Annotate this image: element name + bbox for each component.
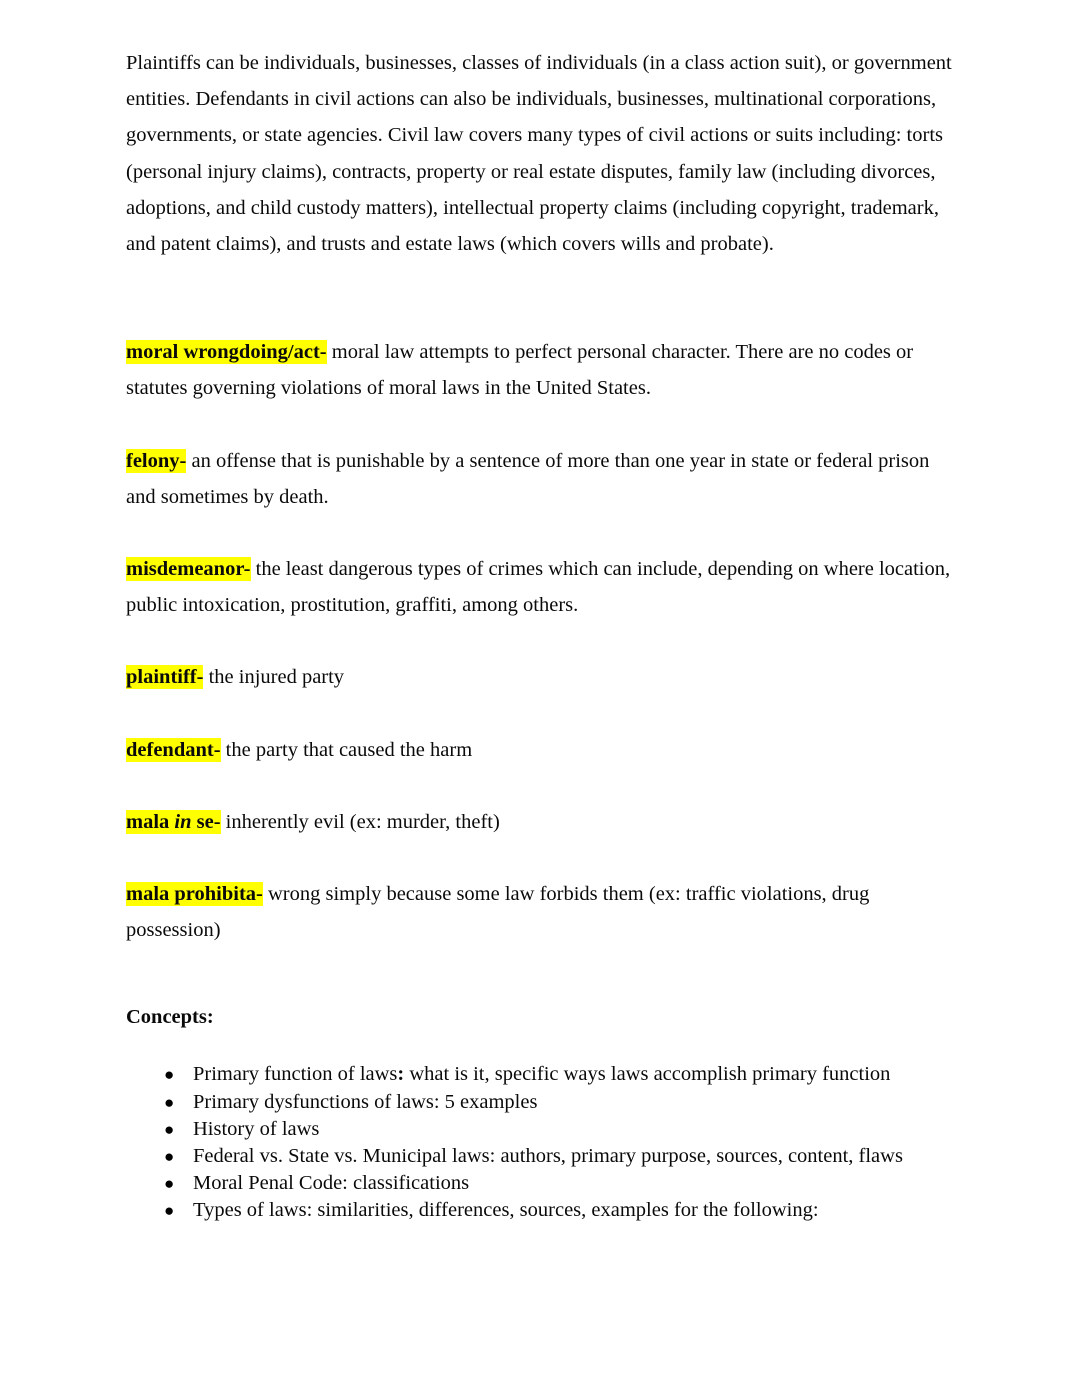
- list-item: [126, 1089, 958, 1116]
- list-item: [126, 1143, 958, 1170]
- definition-term: mala prohibita-: [126, 883, 263, 906]
- bullet-icon: ●: [164, 1201, 175, 1221]
- definition-term: moral wrongdoing/act-: [126, 341, 327, 364]
- intro-paragraph: Plaintiffs can be individuals, businesses, classes of individuals (in a class action suit), or government entities. Defendants in civil actions can also be individuals, businesses, multinational corporations, governments, or state agencies. Civil law covers many types of civil actions or suits including: torts (personal injury claims), contracts, property or real estate disputes, family law (including divorces, adoptions, and child custody matters), intellectual property claims (including copyright, trademark, and patent claims), and trusts and estate laws (which covers wills and probate).: [126, 52, 952, 256]
- entry-spacer: [126, 623, 958, 659]
- definition-text: moral law attempts to perfect personal character. There are no codes or statutes governing violations of moral laws in the United States.: [126, 341, 914, 400]
- list-item-bold-colon: :: [397, 1063, 405, 1086]
- list-item-label: History of laws: [193, 1117, 320, 1140]
- definition-term: [126, 810, 221, 834]
- list-item: [126, 1061, 958, 1088]
- section-spacer: [126, 948, 958, 1002]
- definition-entry-plaintiff: [126, 659, 958, 695]
- list-item: [126, 1197, 958, 1224]
- definition-text: wrong simply because some law forbids them (ex: traffic violations, drug possession): [126, 883, 870, 942]
- definition-term: misdemeanor-: [126, 558, 251, 581]
- definition-entry-felony: [126, 443, 958, 515]
- list-item-lead: Primary function of laws: [193, 1063, 398, 1086]
- entry-spacer: [126, 407, 958, 443]
- term-part-italic: in: [174, 810, 192, 833]
- bullet-icon: ●: [164, 1092, 175, 1112]
- concepts-list: [126, 1061, 958, 1224]
- definition-text: inherently evil (ex: murder, theft): [220, 810, 500, 833]
- term-part-suffix: se-: [191, 810, 221, 833]
- list-item-label: Primary dysfunctions of laws: 5 examples: [193, 1090, 538, 1113]
- term-part-prefix: mala: [126, 810, 175, 833]
- bullet-icon: ●: [164, 1065, 175, 1085]
- definition-term: felony-: [126, 449, 187, 472]
- list-item: [126, 1170, 958, 1197]
- list-item-rest: what is it, specific ways laws accomplish primary function: [404, 1063, 891, 1086]
- concepts-heading: Concepts:: [126, 1006, 214, 1029]
- definition-text: the injured party: [203, 666, 345, 689]
- definition-entry-mala-in-se: [126, 804, 958, 840]
- definition-text: the party that caused the harm: [220, 738, 473, 761]
- bullet-icon: ●: [164, 1147, 175, 1167]
- document-content: [126, 45, 958, 1225]
- list-item-label: Federal vs. State vs. Municipal laws: authors, primary purpose, sources, content, flaws: [193, 1145, 903, 1168]
- definition-entry-misdemeanor: [126, 551, 958, 623]
- definition-term: plaintiff-: [126, 666, 204, 689]
- definition-text: an offense that is punishable by a sentence of more than one year in state or federal prison and sometimes by death.: [126, 449, 930, 508]
- entry-spacer: [126, 840, 958, 876]
- definition-term: defendant-: [126, 738, 221, 761]
- list-item-label: Moral Penal Code: classifications: [193, 1172, 470, 1195]
- paragraph-spacer: [126, 262, 958, 334]
- list-item: [126, 1116, 958, 1143]
- bullet-icon: ●: [164, 1174, 175, 1194]
- entry-spacer: [126, 696, 958, 732]
- entry-spacer: [126, 515, 958, 551]
- definition-text: the least dangerous types of crimes which can include, depending on where location, public intoxication, prostitution, graffiti, among others.: [126, 558, 951, 617]
- definition-entry-moral-wrongdoing: [126, 334, 958, 406]
- list-item-label: Types of laws: similarities, differences, sources, examples for the following:: [193, 1199, 819, 1222]
- entry-spacer: [126, 768, 958, 804]
- definition-entry-mala-prohibita: [126, 876, 958, 948]
- bullet-icon: ●: [164, 1119, 175, 1139]
- definition-entry-defendant: [126, 732, 958, 768]
- heading-spacer: [126, 1032, 958, 1061]
- list-item-label: [193, 1063, 890, 1085]
